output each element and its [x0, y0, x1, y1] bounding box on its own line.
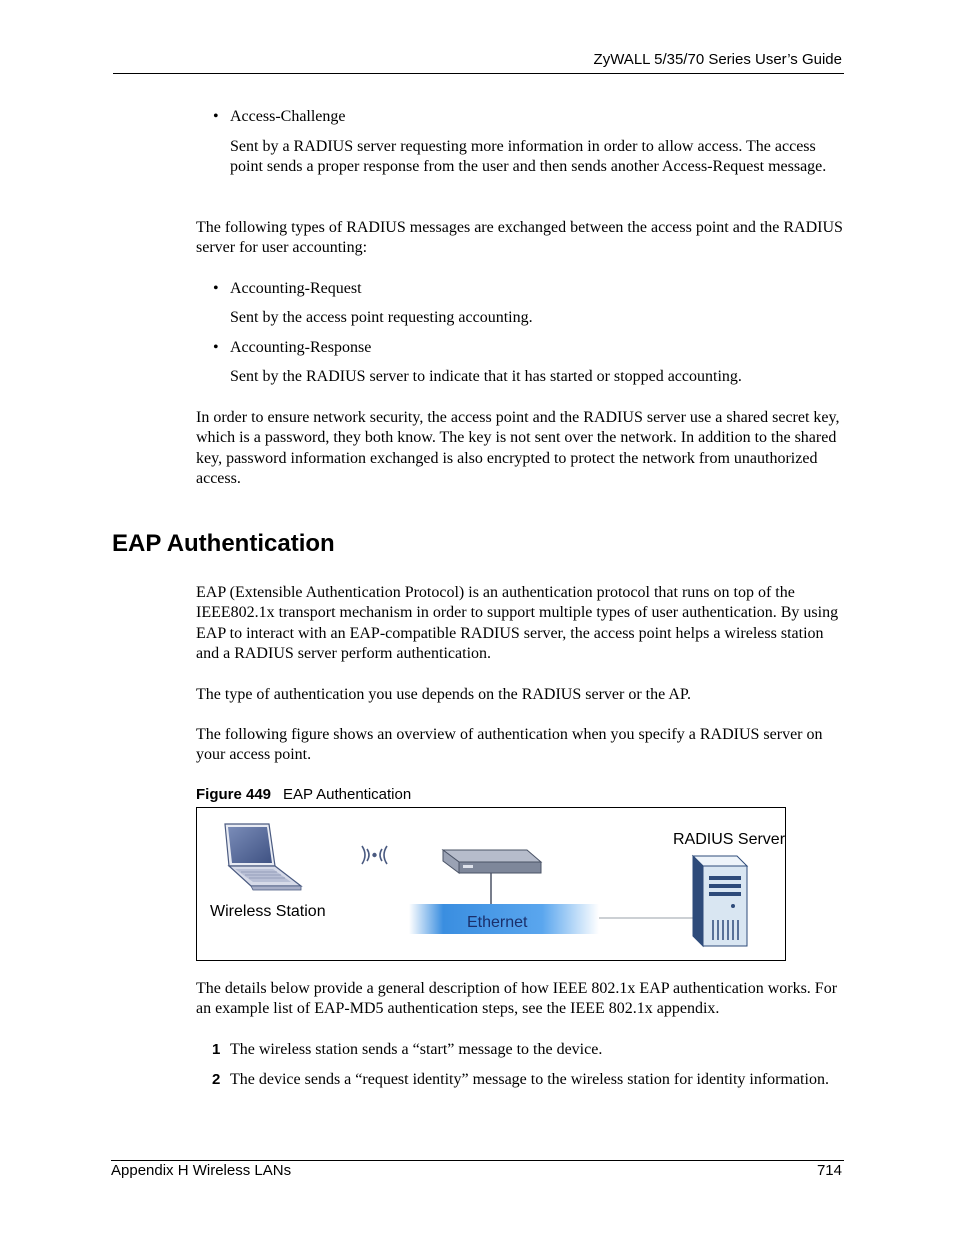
figure-diagram	[197, 808, 785, 960]
ethernet-label: Ethernet	[467, 914, 528, 931]
footer-rule	[111, 1160, 844, 1161]
figure-title: EAP Authentication	[283, 786, 412, 803]
bullet-label: Accounting-Request	[230, 280, 362, 297]
step-text: The wireless station sends a “start” message to the device.	[230, 1041, 603, 1058]
figure-number: Figure 449	[196, 786, 272, 803]
bullet-label: Accounting-Response	[230, 339, 372, 356]
page-header-title: ZyWALL 5/35/70 Series User’s Guide	[593, 51, 842, 68]
bullet-label: Access-Challenge	[230, 108, 346, 125]
radius-server-icon	[693, 856, 747, 946]
header-rule	[113, 73, 844, 74]
eap-paragraph-2: The type of authentication you use depends on the RADIUS server or the AP.	[196, 686, 692, 703]
access-challenge-description: Sent by a RADIUS server requesting more information in order to allow access. The access point sends a proper response from the user and then sends another Access-Request message.	[230, 138, 827, 176]
section-heading: EAP Authentication	[112, 530, 335, 557]
eap-authentication-figure	[196, 807, 786, 961]
radius-server-label: RADIUS Server	[673, 831, 785, 848]
wireless-station-label: Wireless Station	[210, 903, 326, 920]
accounting-response-description: Sent by the RADIUS server to indicate that it has started or stopped accounting.	[230, 368, 742, 385]
accounting-intro-paragraph: The following types of RADIUS messages are exchanged between the access point and the RADIUS server for user accounting:	[196, 219, 843, 257]
footer-page-number: 714	[816, 1162, 842, 1179]
step-text: The device sends a “request identity” message to the wireless station for identity information.	[230, 1071, 829, 1088]
accounting-request-description: Sent by the access point requesting accounting.	[230, 309, 533, 326]
wireless-signal-icon	[362, 846, 387, 864]
eap-paragraph-3: The following figure shows an overview of authentication when you specify a RADIUS server on your access point.	[196, 726, 823, 764]
step-number: 1	[212, 1041, 221, 1058]
footer-section-name: Appendix H Wireless LANs	[111, 1162, 292, 1179]
bullet-dot: •	[213, 339, 219, 356]
access-point-device-icon	[443, 850, 541, 908]
eap-paragraph-1: EAP (Extensible Authentication Protocol) is an authentication protocol that runs on top of the IEEE802.1x transport mechanism in order to support multiple types of user authentication. By using EAP to interact with an EAP-compatible RADIUS server, the access point helps a wireless station and a RADIUS server perform authentication.	[196, 584, 839, 662]
details-paragraph: The details below provide a general description of how IEEE 802.1x EAP authentication works. For an example list of EAP-MD5 authentication steps, see the IEEE 802.1x appendix.	[196, 980, 838, 1018]
bullet-dot: •	[213, 280, 219, 297]
bullet-dot: •	[213, 108, 219, 125]
figure-caption	[196, 786, 411, 803]
step-number: 2	[212, 1071, 221, 1088]
laptop-icon	[225, 824, 301, 890]
security-paragraph: In order to ensure network security, the access point and the RADIUS server use a shared secret key, which is a password, they both know. The key is not sent over the network. In addition to the shared key, password information exchanged is also encrypted to protect the network from unauthorized access.	[196, 409, 840, 487]
